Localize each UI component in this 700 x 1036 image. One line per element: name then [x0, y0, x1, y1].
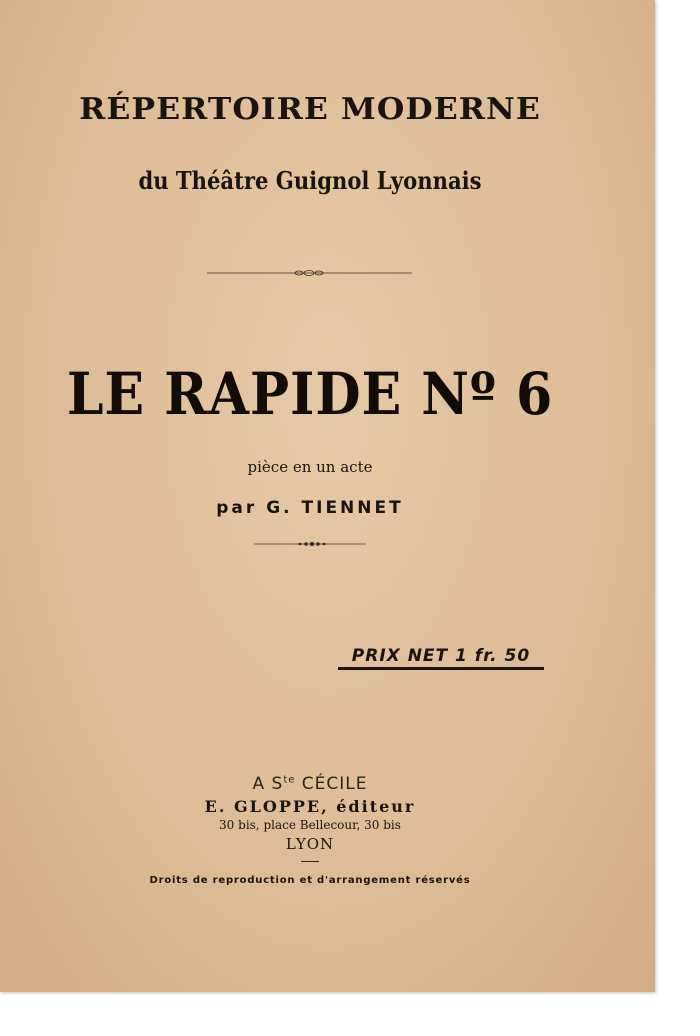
publisher-address: 30 bis, place Bellecour, 30 bis: [219, 818, 401, 832]
theatre-subtitle: du Théâtre Guignol Lyonnais: [138, 166, 482, 195]
ornament-divider-top: [207, 269, 412, 277]
series-title: RÉPERTOIRE MODERNE: [79, 92, 541, 127]
ornament-divider-bottom: [254, 540, 366, 548]
stamp-prefix: A S: [252, 774, 284, 794]
bookseller-stamp: [0, 774, 620, 794]
play-subtitle: pièce en un acte: [247, 458, 373, 476]
stamp-superscript: te: [283, 774, 296, 786]
small-rule: [301, 861, 319, 862]
play-title: LE RAPIDE Nº 6: [66, 360, 554, 428]
publisher-city: LYON: [285, 835, 335, 853]
play-author: par G. TIENNET: [216, 498, 404, 518]
price-label: PRIX NET 1 fr. 50: [338, 646, 544, 670]
stamp-suffix: CÉCILE: [295, 774, 368, 794]
rights-notice: Droits de reproduction et d'arrangement réservés: [149, 875, 471, 886]
publisher-name: E. GLOPPE, éditeur: [204, 797, 416, 816]
